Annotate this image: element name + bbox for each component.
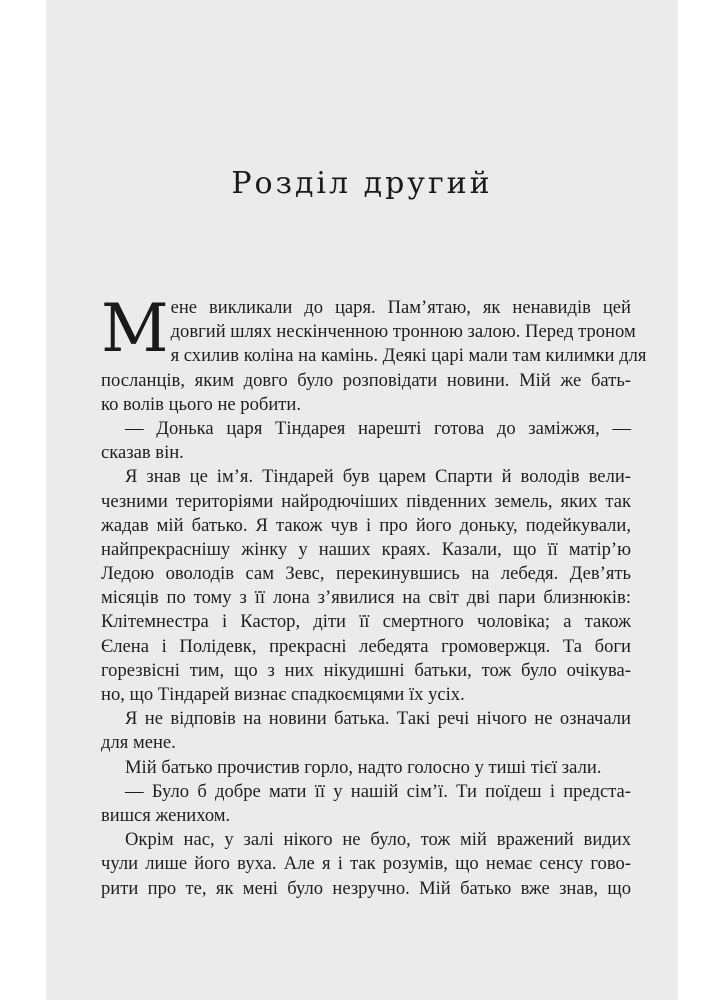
text-line: сказав він. [101, 442, 184, 464]
text-line: Мій батько прочистив горло, надто голосно у тиші тієї зали. [125, 756, 602, 778]
text-line: — Було б добре мати її у нашій сім’ї. Ти поїдеш і предста- [125, 780, 631, 802]
text-line: посланців, яким довго було розповідати новини. Мій же бать- [101, 369, 631, 391]
text-line: ене викликали до царя. Пам’ятаю, як ненавидів цей [170, 297, 631, 318]
book-page [46, 0, 678, 1000]
text-line: для мене. [101, 732, 176, 754]
text-line: Ледою оволодів сам Зевс, перекинувшись на лебедя. Дев’ять [101, 563, 631, 585]
paragraph-6 [101, 780, 631, 828]
text-line: місяців по тому з її лона з’явилися на світ дві пари близнюків: [101, 587, 631, 609]
paragraph-7 [101, 828, 631, 901]
text-line: Клітемнестра і Кастор, діти її смертного чоловіка; а також [101, 611, 631, 633]
text-line: Єлена і Полідевк, прекрасні лебедята громовержця. Та боги [101, 635, 631, 657]
drop-cap: М [101, 290, 169, 367]
paragraph-5 [101, 756, 631, 780]
text-line: чезними територіями найродючіших південних земель, яких так [101, 490, 631, 512]
text-line: я схилив коліна на камінь. Деякі царі мали там килимки для [170, 345, 647, 367]
text-line: Я не відповів на новини батька. Такі речі нічого не означали [125, 708, 631, 730]
text-line: вишся женихом. [101, 804, 231, 826]
paragraph-3 [101, 465, 631, 707]
chapter-title: Розділ другий [231, 166, 493, 201]
text-line: довгий шлях нескінченною тронною залою. Перед троном [170, 321, 636, 343]
text-line: найпрекраснішу жінку у наших краях. Казали, що її матір’ю [101, 538, 631, 560]
text-line: чули лише його вуха. Але я і так розумів, що немає сенсу гово- [101, 853, 631, 875]
text-line: Окрім нас, у залі нікого не було, тож мій вражений видих [125, 829, 631, 851]
text-line: рити про те, як мені було незручно. Мій батько вже знав, що [101, 877, 631, 899]
text-line: — Донька царя Тіндарея нарешті готова до заміжжя, — [125, 417, 631, 439]
text-line: жадав мій батько. Я також чув і про його доньку, подейкували, [101, 514, 631, 536]
text-line: горезвісні тим, що з них нікудишні батьки, тож було очікува- [101, 659, 631, 681]
text-line: но, що Тіндарей визнає спадкоємцями їх усіх. [101, 684, 465, 705]
paragraph-2 [101, 417, 631, 465]
chapter-body [101, 290, 647, 901]
text-line: Я знав це ім’я. Тіндарей був царем Спарти й володів вели- [125, 466, 631, 488]
paragraph-1 [101, 290, 647, 417]
paragraph-4 [101, 707, 631, 755]
text-line: ко волів цього не робити. [101, 393, 302, 415]
